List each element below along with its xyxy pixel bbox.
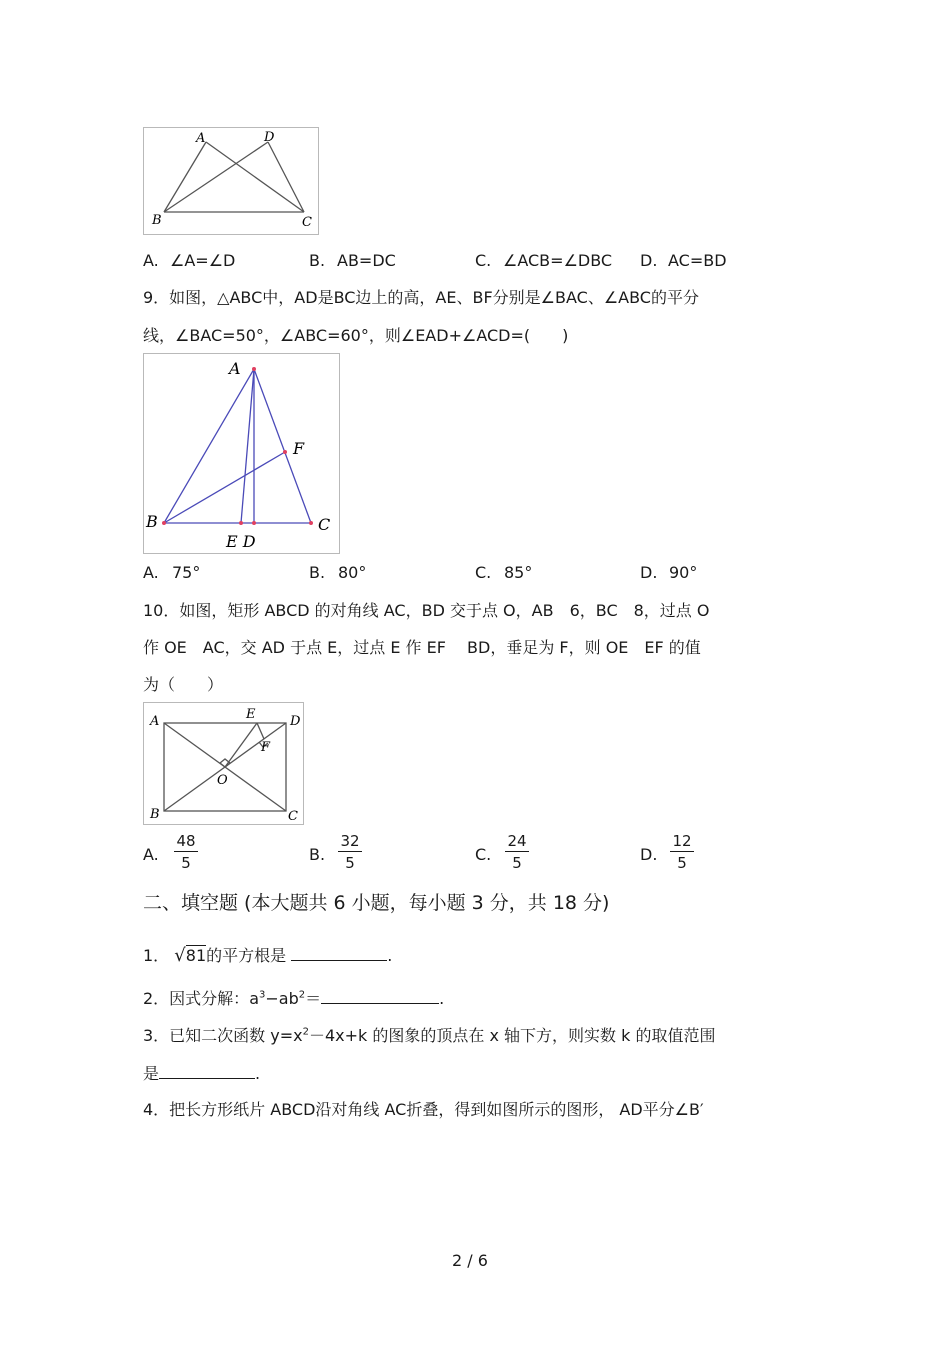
q2-mid: −ab (265, 989, 299, 1008)
q10-option-b-fraction (338, 832, 362, 872)
fill-q4-line1: 4．把长方形纸片 ABCD沿对角线 AC折叠，得到如图所示的图形， AD平分∠B′ (143, 1100, 704, 1119)
fill-q2 (143, 988, 444, 1009)
label-a: A (196, 131, 206, 146)
q10-option-b-letter: B. (309, 845, 326, 864)
q10-option-c-letter: C. (475, 845, 492, 864)
numerator: 12 (670, 832, 694, 852)
sqrt-radicand: 81 (185, 946, 207, 965)
denominator: 5 (677, 854, 687, 872)
label-c: C (288, 809, 298, 824)
q9-option-d-text: 90° (669, 563, 698, 582)
q1-end: . (387, 946, 393, 965)
label-b: B (150, 807, 160, 822)
q8-option-a-letter: A. (143, 251, 159, 270)
answer-blank (159, 1063, 255, 1079)
q9-option-b-letter: B. (309, 563, 326, 582)
denominator: 5 (345, 854, 355, 872)
numerator: 48 (174, 832, 198, 852)
q10-option-a-letter: A. (143, 845, 159, 864)
q8-option-a-text: ∠A=∠D (170, 251, 236, 270)
q9-option-a-text: 75° (172, 563, 201, 582)
fill-q1 (143, 945, 392, 966)
figure-triangle-abc-heights (143, 353, 340, 554)
label-c: C (302, 215, 312, 230)
q9-option-b-text: 80° (338, 563, 367, 582)
q10-option-a-fraction (174, 832, 198, 872)
label-a: A (150, 714, 160, 729)
q2-exp2: 2 (298, 989, 306, 1001)
q2-prefix: 2．因式分解： (143, 989, 250, 1008)
q3-exp: 2 (302, 1026, 309, 1038)
q2-eq: ＝ (305, 989, 322, 1008)
q9-option-c-text: 85° (504, 563, 533, 582)
q3-line2: 是 (143, 1064, 160, 1083)
label-e-d: E D (226, 532, 256, 551)
figure-rectangle-abcd (143, 702, 304, 825)
figure-triangles-abcd (143, 127, 319, 235)
q2-a: a (249, 989, 259, 1008)
q1-text: 的平方根是 (206, 946, 287, 965)
q9-stem-line2: 线，∠BAC=50°，∠ABC=60°，则∠EAD+∠ACD=( ) (143, 326, 569, 345)
q10-option-d-letter: D. (640, 845, 658, 864)
numerator: 32 (338, 832, 362, 852)
label-f: F (261, 740, 271, 755)
label-e: E (246, 707, 256, 722)
q9-option-a-letter: A. (143, 563, 159, 582)
q10-stem-line1: 10．如图，矩形 ABCD 的对角线 AC，BD 交于点 O，AB 6，BC 8，过点 O (143, 601, 710, 620)
sqrt-symbol: √ (174, 945, 186, 966)
q9-stem-line1: 9．如图，△ABC中，AD是BC边上的高，AE、BF分别是∠BAC、∠ABC的平分 (143, 288, 699, 307)
label-a: A (229, 359, 241, 378)
section-title-fill-in: 二、填空题 (本大题共 6 小题，每小题 3 分，共 18 分) (143, 892, 610, 914)
q10-option-c-fraction (505, 832, 529, 872)
label-d: D (264, 130, 275, 145)
label-f: F (293, 439, 305, 458)
label-d: D (290, 714, 301, 729)
denominator: 5 (512, 854, 522, 872)
q1-number: 1． (143, 946, 170, 965)
answer-blank (291, 945, 387, 961)
fill-q3-line2 (143, 1063, 260, 1084)
q10-option-d-fraction (670, 832, 694, 872)
answer-blank (321, 988, 439, 1004)
q3-end: . (255, 1064, 261, 1083)
label-c: C (318, 515, 331, 534)
q8-option-c-letter: C. (475, 251, 492, 270)
q3-text-a: 3．已知二次函数 y=x (143, 1026, 303, 1045)
q10-stem-line2: 作 OE AC，交 AD 于点 E，过点 E 作 EF BD，垂足为 F，则 OE EF 的值 (143, 638, 701, 657)
q9-option-d-letter: D. (640, 563, 658, 582)
q8-option-c-text: ∠ACB=∠DBC (503, 251, 613, 270)
numerator: 24 (505, 832, 529, 852)
q9-option-c-letter: C. (475, 563, 492, 582)
q3-text-b: －4x+k 的图象的顶点在 x 轴下方，则实数 k 的取值范围 (309, 1026, 716, 1045)
label-b: B (146, 512, 158, 531)
page-number: 2 / 6 (452, 1251, 488, 1270)
q8-option-b-letter: B. (309, 251, 326, 270)
fill-q3-line1 (143, 1026, 716, 1046)
q8-option-d-letter: D. (640, 251, 658, 270)
label-b: B (152, 213, 162, 228)
label-o: O (217, 773, 228, 788)
q2-exp1: 3 (259, 989, 266, 1001)
denominator: 5 (181, 854, 191, 872)
q10-stem-line3: 为（ ） (143, 675, 224, 694)
q8-option-d-text: AC=BD (668, 251, 727, 270)
q8-option-b-text: AB=DC (337, 251, 396, 270)
q2-end: . (439, 989, 445, 1008)
